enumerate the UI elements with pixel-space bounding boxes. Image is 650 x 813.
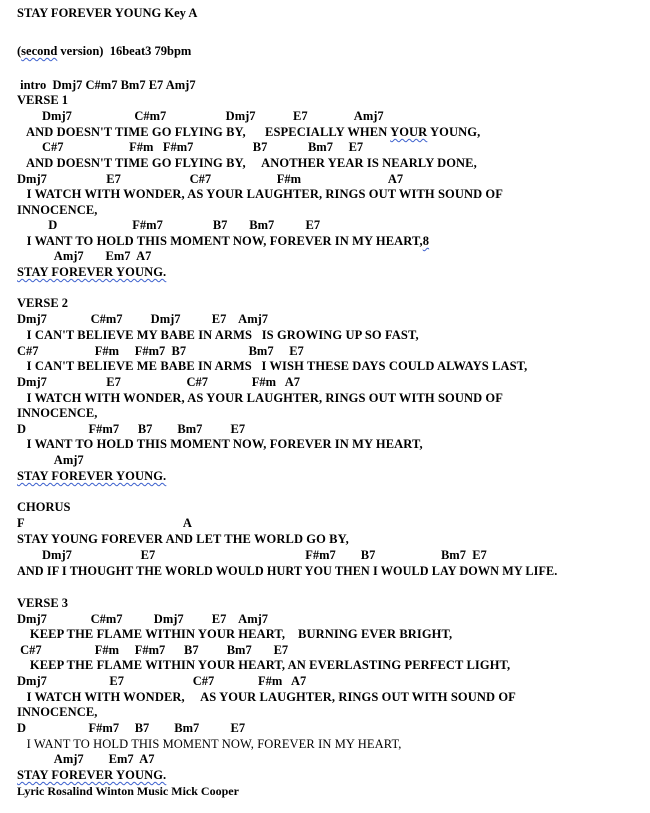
verse1-chords-5: Amj7 Em7 A7 [17, 249, 152, 263]
version-open-paren: ( [17, 44, 22, 58]
verse3-lyric-1: KEEP THE FLAME WITHIN YOUR HEART, BURNING EVER BRIGHT, [17, 627, 453, 641]
verse2-lyric-3-cont: INNOCENCE, [17, 406, 98, 420]
verse2-chords-5: Amj7 [17, 453, 84, 467]
chorus-heading: CHORUS [17, 500, 71, 514]
verse3-lyric-3-cont: INNOCENCE, [17, 705, 98, 719]
verse1-lyric-1-start: AND DOESN'T TIME GO FLYING BY, ESPECIALLY WHEN [17, 125, 391, 139]
verse1-lyric-4 [17, 234, 429, 248]
verse2-heading: VERSE 2 [17, 296, 69, 310]
verse3-chords-4: D F#m7 B7 Bm7 E7 [17, 721, 246, 735]
verse2-lyric-3: I WATCH WITH WONDER, AS YOUR LAUGHTER, RINGS OUT WITH SOUND OF [17, 391, 503, 405]
verse2-chords-1: Dmj7 C#m7 Dmj7 E7 Amj7 [17, 312, 269, 326]
verse1-heading: VERSE 1 [17, 93, 69, 107]
verse2-chords-2: C#7 F#m F#m7 B7 Bm7 E7 [17, 344, 304, 358]
verse3-chords-2: C#7 F#m F#m7 B7 Bm7 E7 [17, 643, 289, 657]
verse3-lyric-3: I WATCH WITH WONDER, AS YOUR LAUGHTER, RINGS OUT WITH SOUND OF [17, 690, 516, 704]
verse2-lyric-1: I CAN'T BELIEVE MY BABE IN ARMS IS GROWING UP SO FAST, [17, 328, 419, 342]
chorus-chords-1: F A [17, 516, 192, 530]
verse1-lyric-1 [17, 125, 480, 139]
credit-line: Lyric Rosalind Winton Music Mick Cooper [17, 784, 239, 798]
version-line [17, 44, 191, 58]
verse1-chords-3: Dmj7 E7 C#7 F#m A7 [17, 172, 404, 186]
chorus-lyric-2: AND IF I THOUGHT THE WORLD WOULD HURT YOU THEN I WOULD LAY DOWN MY LIFE. [17, 564, 558, 578]
verse3-chords-5: Amj7 Em7 A7 [17, 752, 155, 766]
verse3-chords-1: Dmj7 C#m7 Dmj7 E7 Amj7 [17, 612, 269, 626]
chorus-lyric-1: STAY YOUNG FOREVER AND LET THE WORLD GO BY, [17, 532, 349, 546]
verse2-lyric-2: I CAN'T BELIEVE ME BABE IN ARMS I WISH THESE DAYS COULD ALWAYS LAST, [17, 359, 528, 373]
verse1-lyric-4-flagged-char: 8 [422, 234, 430, 248]
verse3-chords-3: Dmj7 E7 C#7 F#m A7 [17, 674, 307, 688]
verse1-lyric-2: AND DOESN'T TIME GO FLYING BY, ANOTHER YEAR IS NEARLY DONE, [17, 156, 477, 170]
verse3-tag-text: STAY FOREVER YOUNG. [17, 768, 167, 782]
verse1-lyric-1-end: YOUNG, [427, 125, 481, 139]
version-word: second [21, 44, 58, 58]
verse2-chords-3: Dmj7 E7 C#7 F#m A7 [17, 375, 300, 389]
chorus-chords-2: Dmj7 E7 F#m7 B7 Bm7 E7 [17, 548, 487, 562]
verse2-lyric-4: I WANT TO HOLD THIS MOMENT NOW, FOREVER IN MY HEART, [17, 437, 423, 451]
verse1-lyric-1-flagged-word: YOUR [390, 125, 428, 139]
verse1-chords-4: D F#m7 B7 Bm7 E7 [17, 218, 321, 232]
verse1-chords-1: Dmj7 C#m7 Dmj7 E7 Amj7 [17, 109, 384, 123]
verse1-tag [17, 265, 166, 279]
verse2-chords-4: D F#m7 B7 Bm7 E7 [17, 422, 246, 436]
song-title: STAY FOREVER YOUNG Key A [17, 6, 198, 20]
verse3-lyric-2: KEEP THE FLAME WITHIN YOUR HEART, AN EVERLASTING PERFECT LIGHT, [17, 658, 511, 672]
version-details: version) 16beat3 79bpm [57, 44, 192, 58]
verse1-lyric-3-cont: INNOCENCE, [17, 203, 98, 217]
verse2-tag [17, 469, 166, 483]
intro-line: intro Dmj7 C#m7 Bm7 E7 Amj7 [17, 78, 196, 92]
verse2-tag-text: STAY FOREVER YOUNG. [17, 469, 167, 483]
verse1-lyric-4-text: I WANT TO HOLD THIS MOMENT NOW, FOREVER IN MY HEART, [17, 234, 423, 248]
verse3-lyric-4: I WANT TO HOLD THIS MOMENT NOW, FOREVER IN MY HEART, [17, 737, 402, 751]
verse1-lyric-3: I WATCH WITH WONDER, AS YOUR LAUGHTER, RINGS OUT WITH SOUND OF [17, 187, 503, 201]
verse1-chords-2: C#7 F#m F#m7 B7 Bm7 E7 [17, 140, 364, 154]
verse3-heading: VERSE 3 [17, 596, 69, 610]
verse3-tag [17, 768, 166, 782]
verse1-tag-text: STAY FOREVER YOUNG. [17, 265, 167, 279]
